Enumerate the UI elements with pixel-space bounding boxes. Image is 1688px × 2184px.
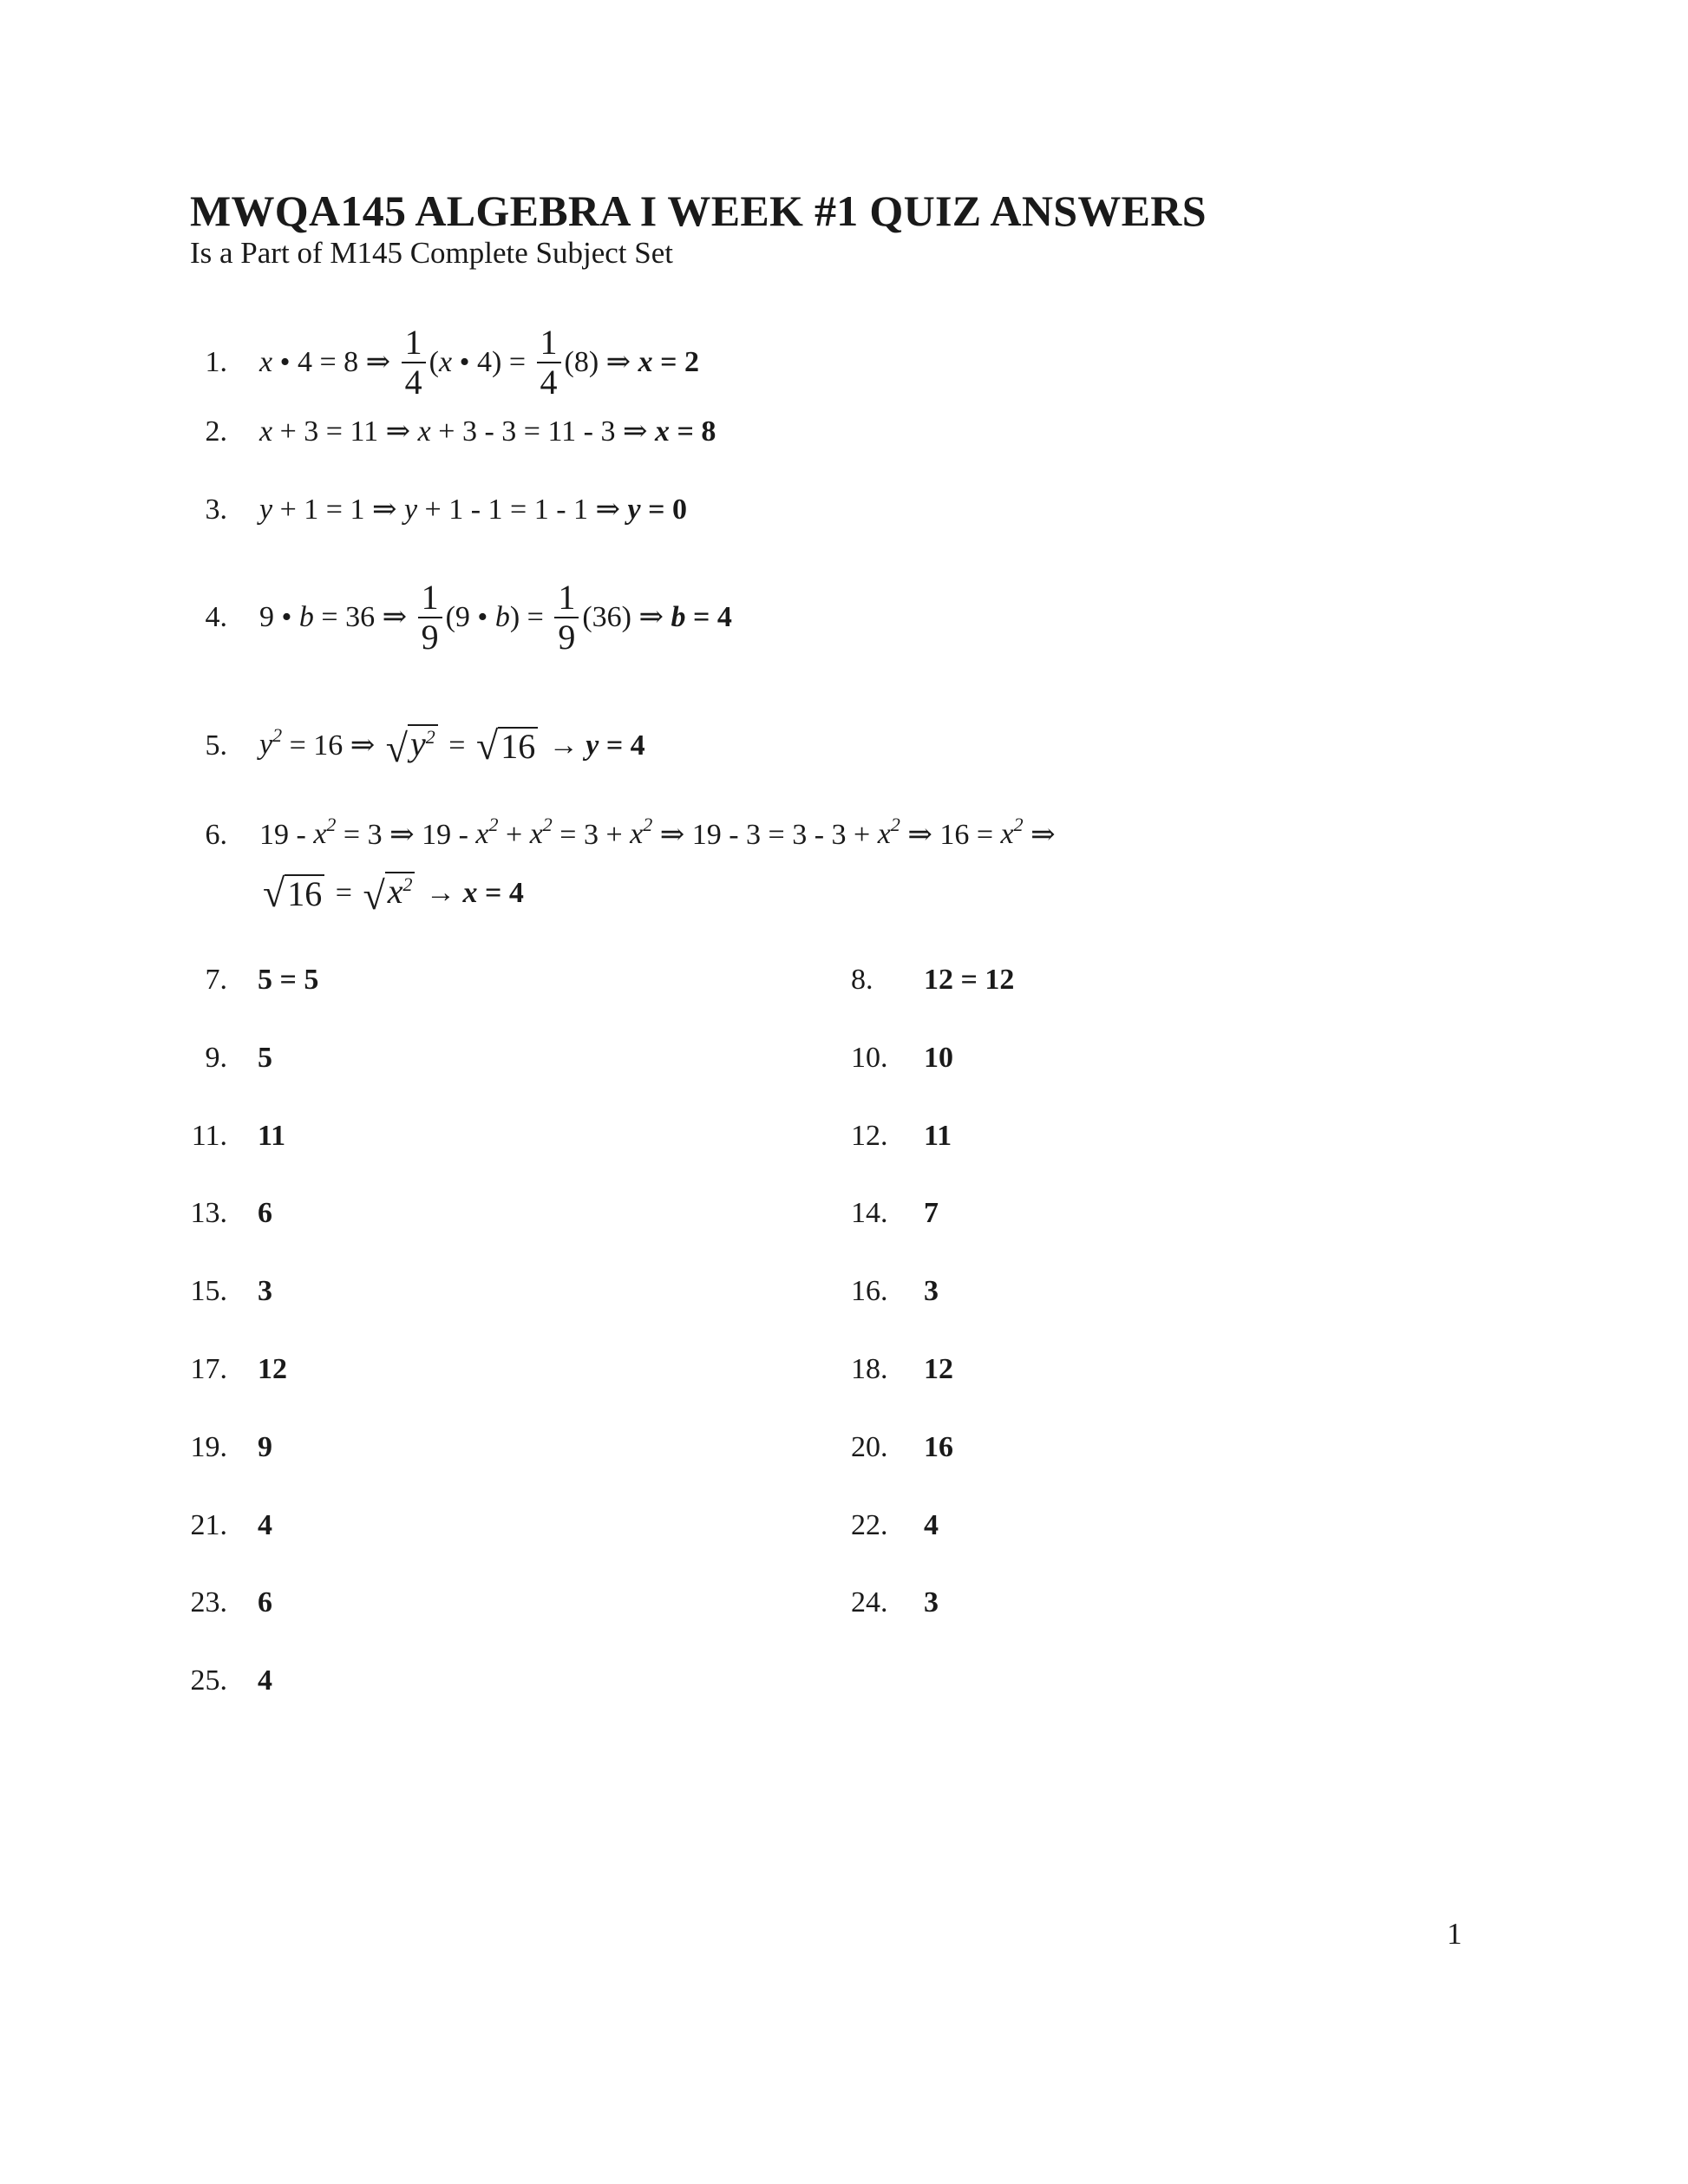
- answer-number: 11.: [191, 1119, 227, 1152]
- math-term: [287, 876, 322, 912]
- answer-value: 3: [258, 1275, 272, 1308]
- answer-value: 6: [258, 1586, 272, 1619]
- fraction: [418, 579, 442, 657]
- answer-number: 4.: [205, 601, 227, 633]
- exponent: 2: [1013, 813, 1024, 835]
- math-term: [328, 874, 359, 912]
- square-root: [386, 724, 438, 768]
- square-root: [363, 872, 415, 918]
- answer-value: 11: [924, 1119, 952, 1152]
- answer-number: 14.: [851, 1197, 888, 1230]
- term-text: y: [259, 494, 273, 526]
- exponent: 2: [890, 813, 900, 835]
- document-subtitle: Is a Part of M145 Complete Subject Set: [190, 236, 674, 270]
- term-text: = 4: [685, 601, 732, 633]
- answer-number: 22.: [851, 1508, 888, 1541]
- math-term: [541, 727, 586, 765]
- math-term: [586, 727, 599, 765]
- term-text: = 3 +: [552, 819, 631, 851]
- term-text: = 2: [652, 346, 700, 378]
- term-text: x: [877, 817, 891, 850]
- term-text: b: [671, 601, 686, 633]
- term-text: x: [313, 817, 327, 850]
- square-root: [263, 871, 324, 915]
- math-term: [313, 815, 336, 856]
- math-term: [259, 343, 272, 382]
- term-text: x: [462, 877, 478, 909]
- term-text: = 8: [670, 415, 716, 448]
- answer-expression: [259, 723, 645, 770]
- answer-number: 16.: [851, 1275, 888, 1308]
- term-text: = 4: [599, 729, 645, 762]
- math-term: [259, 723, 283, 767]
- answer-expression: [259, 813, 1056, 854]
- math-term: [495, 598, 510, 637]
- exponent: 2: [643, 813, 653, 835]
- term-text: = 16 ⇒: [282, 729, 383, 762]
- term-text: (36) ⇒: [582, 601, 671, 633]
- answer-value: 10: [924, 1041, 953, 1074]
- answer-expression: [259, 578, 732, 657]
- math-term: [1001, 815, 1024, 856]
- exponent: 2: [542, 813, 553, 835]
- term-text: x: [387, 872, 403, 911]
- answer-number: 9.: [205, 1041, 227, 1074]
- radical-sign: √: [475, 723, 499, 768]
- answer-number: 12.: [851, 1119, 888, 1152]
- term-text: →: [541, 729, 586, 762]
- answer-number: 6.: [205, 819, 227, 851]
- term-text: y: [627, 494, 641, 526]
- math-term: [418, 874, 462, 912]
- math-term: [565, 343, 638, 382]
- math-term: [671, 598, 685, 637]
- radicand: [498, 727, 538, 765]
- term-text: y: [586, 729, 599, 762]
- math-term: [336, 816, 475, 854]
- math-term: [452, 343, 533, 382]
- math-term: [878, 815, 900, 856]
- term-text: x: [259, 415, 273, 448]
- term-text: y: [403, 494, 418, 526]
- term-text: (8) ⇒: [564, 346, 638, 378]
- answer-value: 12 = 12: [924, 964, 1015, 996]
- term-text: = 3 ⇒ 19 -: [336, 819, 476, 851]
- math-term: [429, 343, 439, 382]
- exponent: 2: [488, 813, 499, 835]
- math-term: [404, 491, 417, 529]
- answer-value: 4: [924, 1508, 939, 1541]
- square-root: [475, 723, 538, 768]
- answer-value: 12: [258, 1353, 287, 1385]
- math-term: [299, 598, 314, 637]
- radical-sign: √: [363, 873, 385, 918]
- numerator: 1: [402, 324, 426, 363]
- term-text: x: [475, 817, 489, 850]
- answer-value: 12: [924, 1353, 953, 1385]
- term-text: 19 -: [259, 819, 314, 851]
- answer-value: 3: [924, 1586, 939, 1619]
- answer-number: 20.: [851, 1430, 888, 1463]
- math-term: [477, 874, 523, 912]
- math-term: [388, 873, 413, 915]
- term-text: x: [439, 346, 453, 378]
- answer-number: 21.: [190, 1508, 227, 1541]
- answer-number: 10.: [851, 1041, 888, 1074]
- answer-value: 4: [258, 1508, 272, 1541]
- term-text: (: [429, 346, 439, 378]
- answer-number: 1.: [205, 346, 227, 378]
- term-text: x: [638, 346, 653, 378]
- answer-value: 5 = 5: [258, 964, 319, 996]
- term-text: y: [259, 728, 273, 761]
- answer-number: 2.: [205, 415, 227, 448]
- term-text: x: [655, 415, 670, 448]
- math-term: [501, 729, 535, 765]
- math-term: [431, 413, 655, 451]
- math-term: [670, 413, 716, 451]
- term-text: =: [328, 877, 360, 909]
- fraction: [537, 324, 561, 402]
- math-term: [641, 491, 687, 529]
- math-term: [418, 413, 431, 451]
- term-text: = 4: [477, 877, 524, 909]
- term-text: + 3 - 3 = 11 - 3 ⇒: [430, 415, 655, 448]
- term-text: x: [630, 817, 644, 850]
- math-term: [259, 816, 313, 854]
- math-term: [272, 413, 418, 451]
- math-term: [446, 598, 495, 637]
- math-term: [510, 598, 552, 637]
- math-term: [314, 598, 415, 637]
- answer-expression: [259, 323, 700, 402]
- math-term: [530, 815, 553, 856]
- math-term: [272, 343, 398, 382]
- term-text: ) =: [509, 601, 552, 633]
- term-text: = 36 ⇒: [313, 601, 415, 633]
- exponent: 2: [425, 726, 435, 748]
- term-text: y: [410, 724, 426, 763]
- term-text: b: [298, 601, 314, 633]
- math-term: [410, 726, 435, 768]
- math-term: [599, 727, 644, 765]
- math-term: [1024, 816, 1056, 854]
- document-title: MWQA145 ALGEBRA I WEEK #1 QUIZ ANSWERS: [190, 186, 1207, 235]
- math-term: [638, 343, 653, 382]
- math-term: [475, 815, 498, 856]
- answer-number: 23.: [190, 1586, 227, 1619]
- math-term: [582, 598, 671, 637]
- term-text: 9 •: [259, 601, 299, 633]
- term-text: • 4) =: [452, 346, 533, 378]
- term-text: 16: [287, 874, 323, 913]
- answer-value: 5: [258, 1041, 272, 1074]
- math-term: [553, 816, 630, 854]
- term-text: ⇒ 16 =: [900, 819, 1001, 851]
- answer-number: 7.: [205, 964, 227, 996]
- answer-number: 17.: [190, 1353, 227, 1385]
- denominator: 9: [558, 618, 576, 657]
- exponent: 2: [402, 873, 413, 895]
- radicand: [285, 874, 324, 912]
- radical-sign: √: [263, 871, 285, 915]
- answer-value: 6: [258, 1197, 272, 1230]
- math-term: [442, 727, 473, 765]
- answer-value: 3: [924, 1275, 939, 1308]
- fraction: [554, 579, 579, 657]
- answer-number: 25.: [190, 1664, 227, 1697]
- term-text: x: [1000, 817, 1014, 850]
- term-text: x: [417, 415, 431, 448]
- math-term: [462, 874, 477, 912]
- term-text: x: [259, 346, 273, 378]
- answer-number: 18.: [851, 1353, 888, 1385]
- math-term: [900, 816, 1001, 854]
- answer-expression: [259, 491, 687, 529]
- term-text: (9 •: [445, 601, 495, 633]
- math-term: [630, 815, 652, 856]
- term-text: ⇒: [1023, 819, 1056, 851]
- term-text: + 1 = 1 ⇒: [272, 494, 404, 526]
- denominator: 9: [421, 618, 439, 657]
- answer-value: 9: [258, 1430, 272, 1463]
- radicand: [408, 724, 438, 768]
- denominator: 4: [404, 363, 422, 402]
- math-term: [282, 727, 383, 765]
- answer-number: 8.: [851, 964, 873, 996]
- term-text: = 0: [640, 494, 687, 526]
- answer-value: 7: [924, 1197, 939, 1230]
- denominator: 4: [540, 363, 558, 402]
- answer-value: 4: [258, 1664, 272, 1697]
- numerator: 1: [537, 324, 561, 363]
- math-term: [417, 491, 627, 529]
- answer-number: 5.: [205, 729, 227, 762]
- answer-number: 24.: [851, 1586, 888, 1619]
- radical-sign: √: [385, 726, 409, 770]
- term-text: • 4 = 8 ⇒: [272, 346, 398, 378]
- term-text: =: [441, 729, 473, 762]
- math-term: [653, 343, 699, 382]
- math-term: [685, 598, 731, 637]
- radicand: [385, 872, 415, 915]
- term-text: 16: [501, 727, 536, 766]
- math-term: [439, 343, 452, 382]
- term-text: x: [529, 817, 543, 850]
- answer-value: 11: [258, 1119, 286, 1152]
- math-term: [259, 598, 299, 637]
- math-term: [272, 491, 404, 529]
- answer-value: 16: [924, 1430, 953, 1463]
- answer-number: 13.: [190, 1197, 227, 1230]
- term-text: +: [498, 819, 530, 851]
- page-number: 1: [1447, 1917, 1462, 1951]
- answer-number: 15.: [190, 1275, 227, 1308]
- term-text: →: [418, 877, 463, 909]
- term-text: + 3 = 11 ⇒: [272, 415, 418, 448]
- math-term: [652, 816, 877, 854]
- numerator: 1: [554, 579, 579, 618]
- answer-expression: [259, 871, 524, 918]
- math-term: [259, 491, 272, 529]
- exponent: 2: [272, 723, 283, 746]
- math-term: [655, 413, 670, 451]
- answer-number: 19.: [190, 1430, 227, 1463]
- math-term: [499, 816, 530, 854]
- numerator: 1: [418, 579, 442, 618]
- math-term: [259, 413, 272, 451]
- term-text: + 1 - 1 = 1 - 1 ⇒: [417, 494, 628, 526]
- exponent: 2: [326, 813, 337, 835]
- term-text: b: [494, 601, 510, 633]
- math-term: [628, 491, 641, 529]
- fraction: [402, 324, 426, 402]
- term-text: ⇒ 19 - 3 = 3 - 3 +: [652, 819, 878, 851]
- answer-expression: [259, 413, 716, 451]
- answer-number: 3.: [205, 494, 227, 526]
